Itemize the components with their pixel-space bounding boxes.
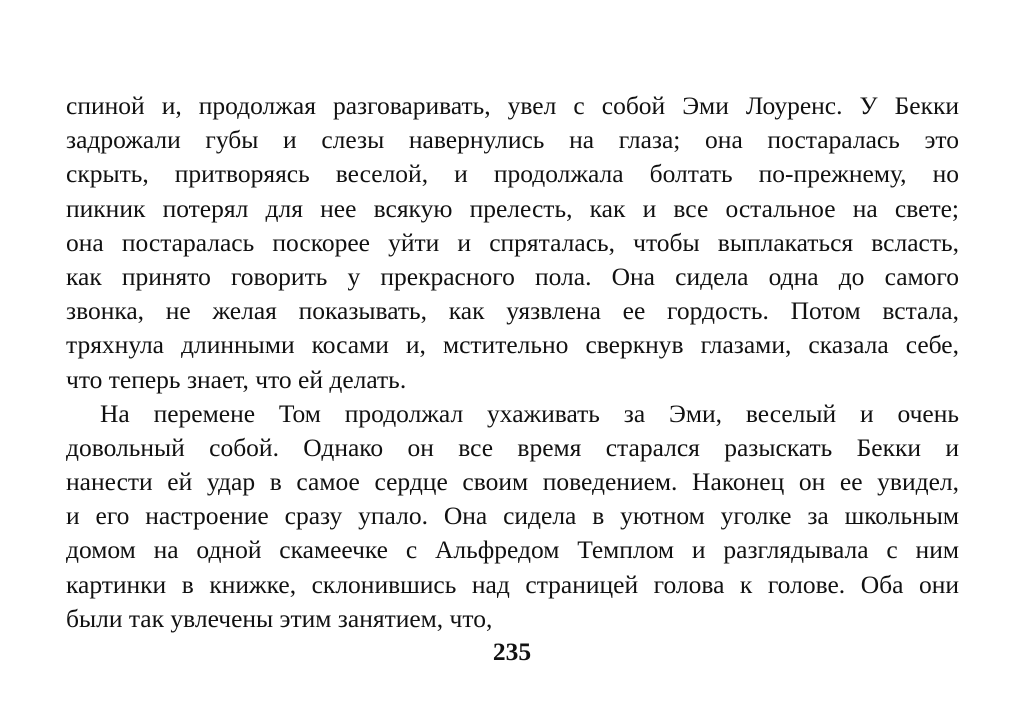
text-line: тряхнула длинными косами и, мстительно сверкнув глазами, сказала себе, — [66, 330, 959, 360]
text-line: звонка, не желая показывать, как уязвлена ее гордость. Потом встала, — [66, 296, 959, 326]
text-line: спиной и, продолжая разговаривать, увел с собой Эми Лоуренс. У Бекки — [66, 91, 959, 120]
page-number: 235 — [492, 637, 532, 666]
text-line: что теперь знает, что ей делать. — [66, 364, 407, 394]
text-line: и его настроение сразу упало. Она сидела в уютном уголке за школьным — [66, 501, 959, 531]
paragraph-1 — [66, 89, 959, 397]
paragraph-2 — [66, 397, 959, 636]
text-line: картинки в книжке, склонившись над страницей голова к голове. Оба они — [66, 569, 959, 599]
text-line: она постаралась поскорее уйти и спряталась, чтобы выплакаться всласть, — [66, 227, 959, 257]
text-line: нанести ей удар в самое сердце своим поведением. Наконец он ее увидел, — [66, 467, 959, 497]
text-line: На перемене Том продолжал ухаживать за Эми, веселый и очень — [100, 398, 959, 428]
text-line: скрыть, притворяясь веселой, и продолжала болтать по-прежнему, но — [66, 159, 959, 189]
text-line: домом на одной скамеечке с Альфредом Темплом и разглядывала с ним — [66, 535, 959, 565]
text-line: пикник потерял для нее всякую прелесть, как и все остальное на свете; — [66, 193, 959, 223]
text-line: задрожали губы и слезы навернулись на глаза; она постаралась это — [66, 125, 959, 155]
text-line: довольный собой. Однако он все время старался разыскать Бекки и — [66, 432, 959, 462]
page-text — [66, 89, 959, 636]
text-line: были так увлечены этим занятием, что, — [66, 603, 493, 633]
text-line: как принято говорить у прекрасного пола. Она сидела одна до самого — [66, 261, 959, 291]
